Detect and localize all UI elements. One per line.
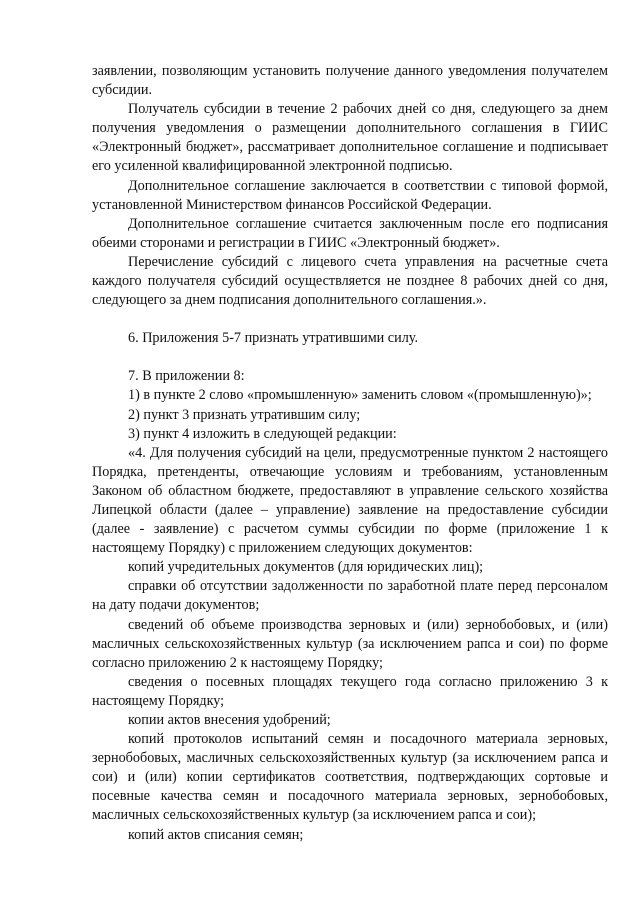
paragraph-item-7: 7. В приложении 8: bbox=[128, 368, 245, 385]
list-item-sown-areas: сведения о посевных площадях текущего года согласно приложению 3 к настоящему Порядку; bbox=[92, 673, 608, 709]
paragraph-subitem-3: 3) пункт 4 изложить в следующей редакции: bbox=[128, 425, 397, 442]
document-body bbox=[92, 62, 608, 845]
paragraph-continuation: заявлении, позволяющим установить получение данного уведомления получателем субсидии. bbox=[92, 63, 608, 99]
paragraph-point-4: «4. Для получения субсидий на цели, предусмотренные пунктом 2 настоящего Порядка, претенденты, отвечающие условиям и требованиям, установленным Законом об областном бюджете, предоставляют в управление сельского хозяйства Липецкой области (далее – управление) заявление на предоставление субсидии (далее - заявление) с расчетом суммы субсидии по форме (приложение 1 к настоящему Порядку) с приложением следующих документов: bbox=[92, 444, 608, 557]
paragraph-agreement-concluded: Дополнительное соглашение считается заключенным после его подписания обеими сторонами и регистрации в ГИИС «Электронный бюджет». bbox=[92, 215, 608, 251]
list-item-no-debt-certificate: справки об отсутствии задолженности по заработной плате перед персоналом на дату подачи документов; bbox=[92, 578, 608, 614]
paragraph-subitem-2: 2) пункт 3 признать утратившим силу; bbox=[128, 406, 361, 423]
paragraph-signing-deadline: Получатель субсидии в течение 2 рабочих дней со дня, следующего за днем получения уведомления о размещении дополнительного соглашения в ГИИС «Электронный бюджет», рассматривает дополнительное соглашение и подписывает его усиленной квалифицированной электронной подписью. bbox=[92, 101, 608, 175]
paragraph-subitem-1: 1) в пункте 2 слово «промышленную» заменить словом «(промышленную)»; bbox=[128, 387, 592, 404]
list-item-constituent-docs: копий учредительных документов (для юридических лиц); bbox=[128, 559, 484, 576]
paragraph-standard-form: Дополнительное соглашение заключается в соответствии с типовой формой, установленной Министерством финансов Российской Федерации. bbox=[92, 177, 608, 213]
list-item-seed-test-protocols: копий протоколов испытаний семян и посадочного материала зерновых, зернобобовых, масличных сельскохозяйственных культур (за исключением рапса и сои) и (или) копии сертификатов соответствия, подтверждающих сортовые и посевные качества семян и посадочного материала зерновых, зернобобовых, масличных сельскохозяйственных культур (за исключением рапса и сои); bbox=[92, 731, 608, 824]
list-item-seed-writeoff-acts: копий актов списания семян; bbox=[128, 826, 304, 843]
paragraph-transfer-of-subsidies: Перечисление субсидий с лицевого счета управления на расчетные счета каждого получателя субсидий осуществляется не позднее 8 рабочих дней со дня, следующего за днем подписания дополнительного соглашения.». bbox=[92, 253, 608, 309]
paragraph-item-6: 6. Приложения 5-7 признать утратившими силу. bbox=[128, 330, 418, 347]
list-item-production-volume: сведений об объеме производства зерновых и (или) зернобобовых, и (или) масличных сельскохозяйственных культур (за исключением рапса и сои) по форме согласно приложению 2 к настоящему Порядку; bbox=[92, 616, 608, 671]
list-item-fertilizer-acts: копии актов внесения удобрений; bbox=[128, 712, 331, 728]
